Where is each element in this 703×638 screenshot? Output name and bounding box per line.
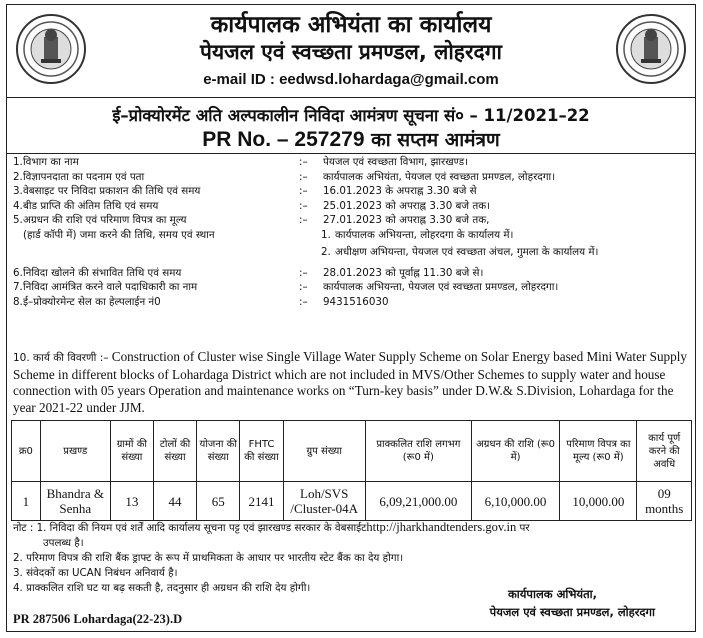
table-cell: 09 months bbox=[637, 482, 692, 521]
column-header: ग्रुप संख्या bbox=[283, 421, 365, 482]
note-2: 2. परिमाण विपत्र की राशि बैंक ड्राफ्ट के रूप में प्राथमिकता के आधार पर भारतीय स्टेट बैंक का देय होगा। bbox=[13, 552, 404, 564]
column-header: प्रखण्ड bbox=[40, 421, 110, 482]
table-row bbox=[12, 482, 692, 521]
column-header: FHTC की संख्या bbox=[240, 421, 283, 482]
note-1-cont: उपलब्ध है। bbox=[43, 537, 84, 549]
pr-footer: PR 287506 Lohardaga(22-23).D bbox=[13, 612, 183, 626]
work-description bbox=[13, 349, 689, 416]
column-header: अग्रधन की राशि (रू0 में) bbox=[471, 421, 559, 482]
table-cell: 65 bbox=[197, 482, 240, 521]
invitation-text: का सप्तम आमंत्रण bbox=[371, 129, 500, 151]
detail-row-continued: (हार्ड कॉपी में) जमा करने की तिथि, समय एवं स्थान bbox=[23, 228, 215, 241]
detail-row: 5. अग्रधन की राशि एवं परिमाण विपत्र का मूल्य :– 27.01.2023 को अपराह्न 3.30 बजे तक, bbox=[13, 214, 490, 227]
pr-number: PR No. – 257279 bbox=[202, 128, 365, 151]
table-cell: 2141 bbox=[240, 482, 283, 521]
note-3: 3. संवेदकों का UCAN निबंधन अनिवार्य है। bbox=[13, 567, 178, 579]
detail-row: 3. वेबसाइट पर निविदा प्रकाशन की तिथि एवं समय :– 16.01.2023 के अपराह्न 3.30 बजे से bbox=[13, 185, 477, 198]
tender-website-link[interactable]: http://jharkhandtenders.gov.in bbox=[366, 520, 517, 534]
table-cell: 6,09,21,000.00 bbox=[365, 482, 471, 521]
table-cell: 6,10,000.00 bbox=[471, 482, 559, 521]
divider bbox=[7, 153, 695, 154]
table-cell: 1 bbox=[12, 482, 41, 521]
detail-row: 7. निविदा आमंत्रित करने वाले पदाधिकारी का नाम :– कार्यपालक अभियन्ता, पेयजल एवं स्वच्छता प्रमण्डल, लोहरदगा। bbox=[13, 281, 559, 294]
signature-title: कार्यपालक अभियंता, bbox=[507, 587, 597, 601]
divider bbox=[7, 97, 695, 98]
table-cell: 13 bbox=[110, 482, 153, 521]
detail-row: 4. बीड प्राप्ति की अंतिम तिथि एवं समय :– 25.01.2023 को अपराह्न 3.30 बजे तक। bbox=[13, 199, 491, 212]
detail-row: 2. विज्ञापनदाता का पदनाम एवं पता :– कार्यपालक अभियंता, पेयजल एवं स्वच्छता प्रमण्डल, लोहरदगा। bbox=[13, 170, 556, 183]
column-header: टोलों की संख्या bbox=[153, 421, 196, 482]
column-header: क्र0 bbox=[12, 421, 41, 482]
notes bbox=[13, 520, 689, 596]
table-cell: Bhandra & Senha bbox=[40, 482, 110, 521]
submission-place: 1. कार्यपालक अभियन्ता, लोहरदगा के कार्यालय में। bbox=[321, 228, 514, 241]
detail-row: 8. ई–प्रोक्योरमेन्ट सेल का हेल्पलाईन नं0 :– 9431516030 bbox=[13, 295, 389, 308]
office-title: कार्यपालक अभियंता का कार्यालय bbox=[210, 12, 492, 38]
column-header: कार्य पूर्ण करने की अवधि bbox=[637, 421, 692, 482]
tender-notice bbox=[6, 4, 696, 632]
tender-table bbox=[11, 420, 692, 521]
table-cell: 44 bbox=[153, 482, 196, 521]
office-subtitle: पेयजल एवं स्वच्छता प्रमण्डल, लोहरदगा bbox=[200, 40, 502, 64]
details-list bbox=[13, 155, 691, 310]
work-text: Construction of Cluster wise Single Village Water Supply Scheme on Solar Energy based Mini Water Supply Scheme in different blocks of Lohardaga District which are not included in MVS/Other Schemes to supply water and house connection with 05 years Operation and maintenance works on “Turn-key basis” under D.W.& S.Division, Lohardaga for the year 2021-22 under JJM. bbox=[13, 349, 687, 415]
notice-title: ई–प्रोक्योरमेंट अति अल्पकालीन निविदा आमंत्रण सूचना सं० – 11/2021–22 bbox=[112, 106, 590, 125]
column-header: प्राक्कलित राशि लगभग (रू0 में) bbox=[365, 421, 471, 482]
submission-place: 2. अधीक्षण अभियन्ता, पेयजल एवं स्वच्छता अंचल, गुमला के कार्यालय में। bbox=[321, 246, 599, 259]
table-cell: 10,000.00 bbox=[560, 482, 637, 521]
column-header: परिमाण विपत्र का मूल्य (रू0 में) bbox=[560, 421, 637, 482]
note-4: 4. प्राक्कलित राशि घट या बढ़ सकती है, तदनुसार ही अग्रधन की राशि देय होगी। bbox=[13, 582, 311, 594]
pr-title bbox=[7, 126, 695, 152]
column-header: योजना की संख्या bbox=[197, 421, 240, 482]
note-1: नोट : 1. निविदा की नियम एवं शर्तें आदि कार्यालय सूचना पट्ट एवं झारखण्ड सरकार के वेबसाईटhttp://jharkhandtenders.gov.in पर bbox=[13, 520, 530, 534]
detail-row: 1. विभाग का नाम :– पेयजल एवं स्वच्छता विभाग, झारखण्ड। bbox=[13, 156, 468, 168]
office-email: e-mail ID : eedwsd.lohardaga@gmail.com bbox=[203, 71, 499, 88]
signature-office: पेयजल एवं स्वच्छता प्रमण्डल, लोहरदगा bbox=[489, 605, 655, 619]
work-label: 10. कार्य की विवरणी :– bbox=[13, 352, 109, 364]
detail-row: 6. निविदा खोलने की संभावित तिथि एवं समय :– 28.01.2023 को पूर्वाह्न 11.30 बजे से। bbox=[13, 266, 484, 279]
column-header: ग्रामों की संख्या bbox=[110, 421, 153, 482]
table-header-row bbox=[12, 421, 692, 482]
table-cell: Loh/SVS /Cluster-04A bbox=[283, 482, 365, 521]
